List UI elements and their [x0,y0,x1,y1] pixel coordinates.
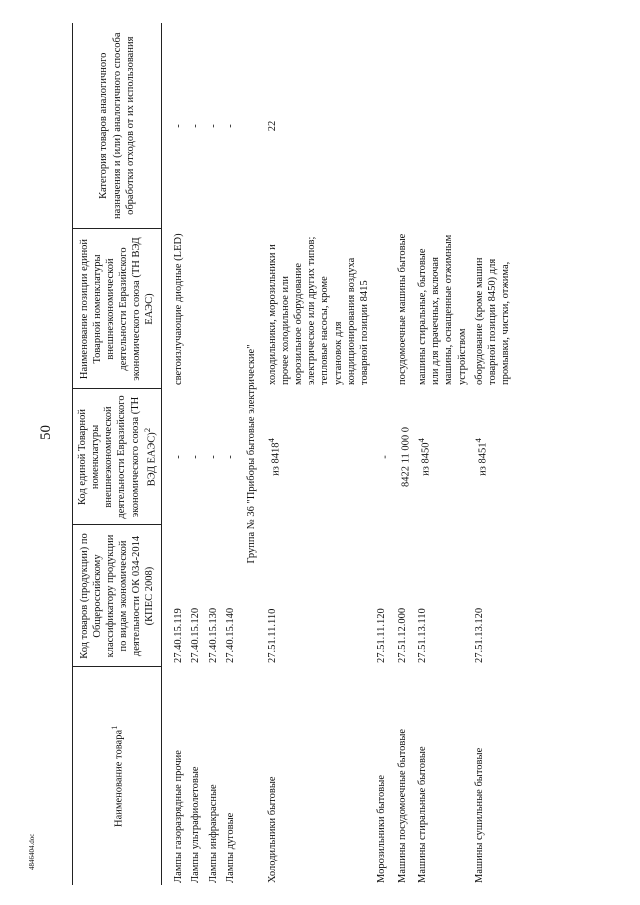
page-number: 50 [38,425,54,440]
table-row: Лампы ультрафиолетовые 27.40.15.120 - - [190,124,202,883]
document-file-id: 4846404.doc [28,833,36,870]
table-row: Морозильники бытовые 27.51.11.120 - [375,455,391,883]
table-row: Лампы дуговые 27.40.15.140 - - [224,124,236,883]
table-row: Машины посудомоечные бытовые 27.51.12.000 8422 11 000 0 посудомоечные машины бытовые [396,233,411,883]
table-header-row [73,23,162,885]
header-okpd-code: Код товаров (продукции) по Общероссийскому классификатору продукции по видам экономической деятельности ОК 034-2014 (КПЕС 2008) [73,525,162,667]
table-row: Лампы инфракрасные 27.40.15.130 - - [207,124,219,883]
table-row: Машины сушильные бытовые 27.51.13.120 из 8451$^4$ оборудование (кроме машин товарной позиции 8450) для промывки, чистки, отжима, [472,257,511,883]
header-tnved-code: Код единой Товарной номенклатуры внешнеэкономической деятельности Евразийского экономического союза (ТН ВЭД ЕАЭС)$^2$ [73,389,162,525]
group-row [239,23,264,885]
header-tnved-name: Наименование позиции единой Товарной номенклатуры внешнеэкономической деятельности Евразийского экономического союза (ТН ВЭД ЕАЭС) [73,229,162,389]
group-title: Группа № 36 "Приборы бытовые электрические" [245,344,257,564]
table-row: Холодильники бытовые 27.51.11.110 из 8418$^4$ холодильники, морозильники и прочее холодильное или морозильное оборудование электрическое или других типов; тепловые насосы, кроме установок для кондиционирования воздуха товарной позиции 8415 22 [265,120,370,883]
header-name: Наименование товара$^1$ [73,667,162,885]
table-row: Машины стиральные бытовые 27.51.13.110 из 8450$^4$ машины стиральные, бытовые или для прачечных, включая машины, оснащенные отжимным устройством [416,234,468,883]
header-category: Категория товаров аналогичного назначения и (или) аналогичного способа обработки отходов от их использования [73,23,162,229]
table-row: Лампы газоразрядные прочие 27.40.15.119 - светоизлучающие диодные (LED) - [173,124,185,883]
goods-table [72,23,514,885]
